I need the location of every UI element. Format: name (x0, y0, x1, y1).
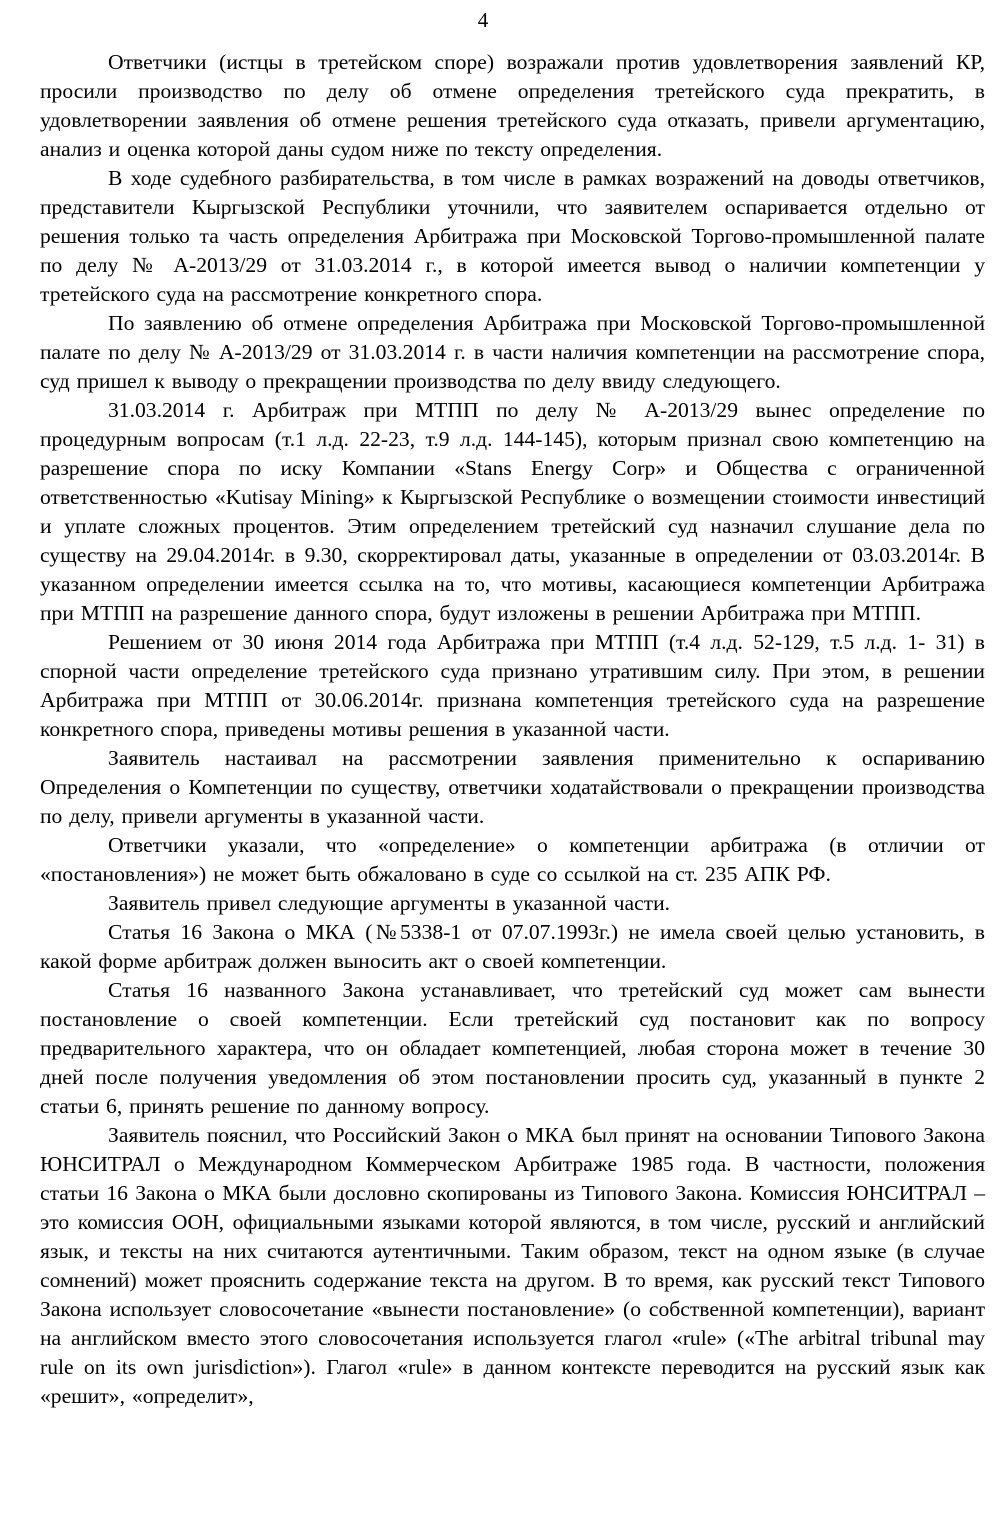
paragraph: По заявлению об отмене определения Арбитража при Московской Торгово-промышленной палате по делу № А-2013/29 от 31.03.2014 г. в части наличия компетенции на рассмотрение спора, суд пришел к выводу о прекращении производства по делу ввиду следующего. (40, 311, 985, 393)
paragraph: Заявитель пояснил, что Российский Закон о МКА был принят на основании Типового Закона ЮНСИТРАЛ о Международном Коммерческом Арбитраже 1985 года. В частности, положения статьи 16 Закона о МКА были дословно скопированы из Типового Закона. Комиссия ЮНСИТРАЛ – это комиссия ООН, официальными языками которой являются, в том числе, русский и английский язык, и тексты на них считаются аутентичными. Таким образом, текст на одном языке (в случае сомнений) может прояснить содержание текста на другом. В то время, как русский текст Типового Закона использует словосочетание «вынести постановление» (о собственной компетенции), вариант на английском вместо этого словосочетания используется глагол «rule» («The arbitral tribunal may rule on its own jurisdiction»). Глагол «rule» в данном контексте переводится на русский язык как «решит», «определит», (40, 1123, 985, 1408)
paragraph: Статья 16 Закона о МКА (№5338-1 от 07.07.1993г.) не имела своей целью установить, в какой форме арбитраж должен выносить акт о своей компетенции. (40, 920, 985, 973)
paragraph: Заявитель привел следующие аргументы в указанной части. (108, 891, 671, 915)
paragraph: Решением от 30 июня 2014 года Арбитража при МТПП (т.4 л.д. 52-129, т.5 л.д. 1- 31) в спорной части определение третейского суда признано утратившим силу. При этом, в решении Арбитража при МТПП от 30.06.2014г. признана компетенция третейского суда на разрешение конкретного спора, приведены мотивы решения в указанной части. (40, 630, 985, 741)
document-body (40, 48, 985, 1411)
page-number: 4 (477, 8, 489, 32)
paragraph: Статья 16 названного Закона устанавливает, что третейский суд может сам вынести постановление о своей компетенции. Если третейский суд постановит как по вопросу предварительного характера, что он обладает компетенцией, любая сторона может в течение 30 дней после получения уведомления об этом постановлении просить суд, указанный в пункте 2 статьи 6, принять решение по данному вопросу. (40, 978, 985, 1118)
paragraph: Заявитель настаивал на рассмотрении заявления применительно к оспариванию Определения о Компетенции по существу, ответчики ходатайствовали о прекращении производства по делу, привели аргументы в указанной части. (40, 746, 985, 828)
paragraph: Ответчики указали, что «определение» о компетенции арбитража (в отличии от «постановления») не может быть обжаловано в суде со ссылкой на ст. 235 АПК РФ. (40, 833, 985, 886)
paragraph: В ходе судебного разбирательства, в том числе в рамках возражений на доводы ответчиков, представители Кыргызской Республики уточнили, что заявителем оспаривается отдельно от решения только та часть определения Арбитража при Московской Торгово-промышленной палате по делу № А-2013/29 от 31.03.2014 г., в которой имеется вывод о наличии компетенции у третейского суда на рассмотрение конкретного спора. (40, 166, 985, 306)
paragraph: Ответчики (истцы в третейском споре) возражали против удовлетворения заявлений КР, просили производство по делу об отмене определения третейского суда прекратить, в удовлетворении заявления об отмене решения третейского суда отказать, привели аргументацию, анализ и оценка которой даны судом ниже по тексту определения. (40, 50, 985, 161)
paragraph: 31.03.2014 г. Арбитраж при МТПП по делу № А-2013/29 вынес определение по процедурным вопросам (т.1 л.д. 22-23, т.9 л.д. 144-145), которым признал свою компетенцию на разрешение спора по иску Компании «Stans Energy Corp» и Общества с ограниченной ответственностью «Kutisay Mining» к Кыргызской Республике о возмещении стоимости инвестиций и уплате сложных процентов. Этим определением третейский суд назначил слушание дела по существу на 29.04.2014г. в 9.30, скорректировал даты, указанные в определении от 03.03.2014г. В указанном определении имеется ссылка на то, что мотивы, касающиеся компетенции Арбитража при МТПП на разрешение данного спора, будут изложены в решении Арбитража при МТПП. (40, 398, 985, 625)
